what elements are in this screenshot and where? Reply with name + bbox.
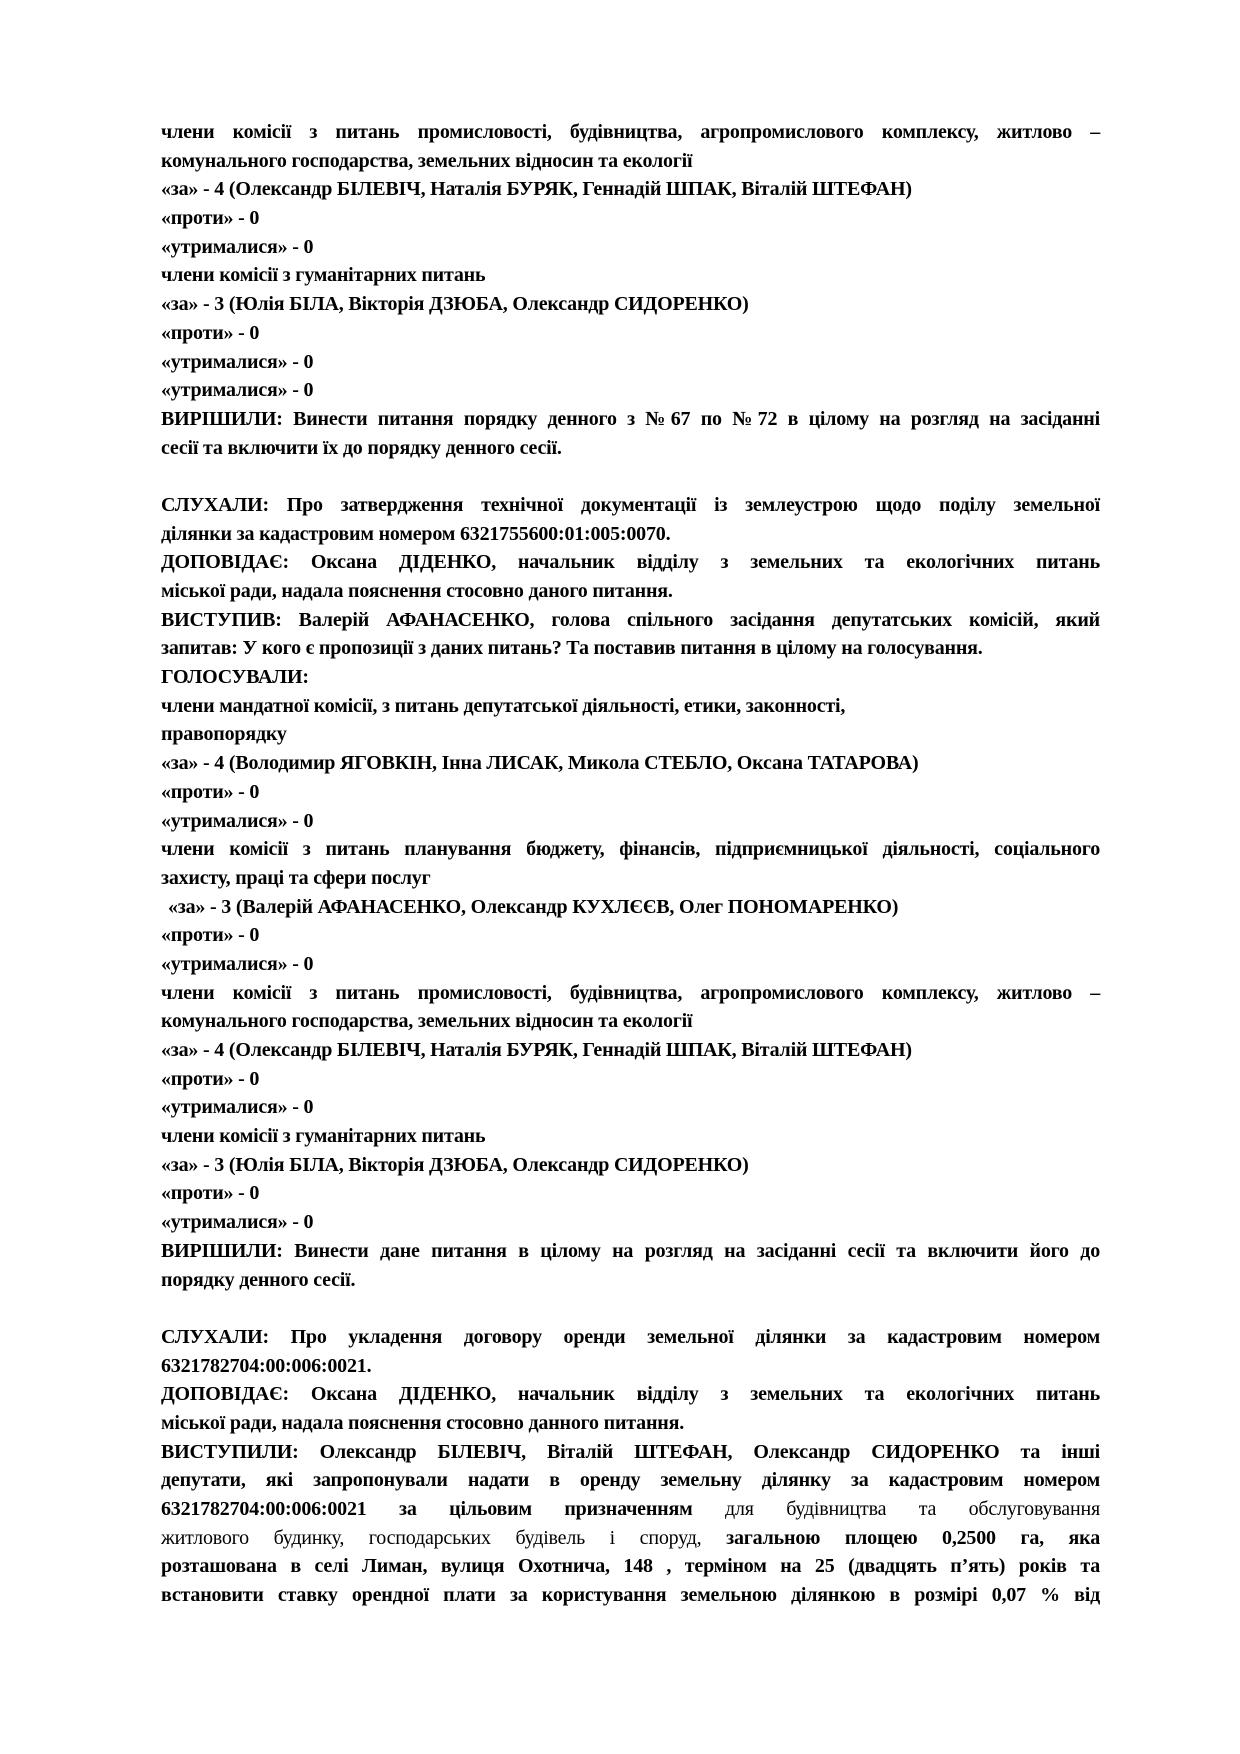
text-run-bold: 6321782704:00:006:0021 за цільовим призначенням (161, 1498, 725, 1520)
text-run-bold: «за» - 4 (Олександр БІЛЕВІЧ, Наталія БУРЯК, Геннадій ШПАК, Віталій ШТЕФАН) (161, 178, 912, 201)
text-run-bold: комунального господарства, земельних відносин та екології (161, 1010, 693, 1033)
text-run-bold: «проти» - 0 (161, 321, 260, 344)
text-line (161, 175, 1100, 204)
text-line (161, 1237, 1100, 1266)
text-line (161, 290, 1100, 319)
text-run-bold: «утрималися» - 0 (161, 350, 314, 373)
text-run-regular: житлового будинку, господарських будівель і споруд, (161, 1526, 727, 1549)
text-line (161, 634, 1100, 663)
text-run-bold: «за» - 3 (Юлія БІЛА, Вікторія ДЗЮБА, Олександр СИДОРЕНКО) (161, 1153, 749, 1176)
text-line (161, 1266, 1100, 1295)
text-run-bold: СЛУХАЛИ: Про затвердження технічної документації із землеустрою щодо поділу земельної (161, 493, 1100, 516)
text-run-bold: «за» - 3 (Юлія БІЛА, Вікторія ДЗЮБА, Олександр СИДОРЕНКО) (161, 293, 749, 316)
text-run-bold: «проти» - 0 (161, 780, 260, 803)
text-run-bold: загальною площею 0,2500 га, яка (726, 1526, 1100, 1549)
text-line (161, 1065, 1100, 1094)
text-line (161, 921, 1100, 950)
text-run-bold: СЛУХАЛИ: Про укладення договору оренди земельної ділянки за кадастровим номером (161, 1325, 1100, 1348)
text-run-bold: «утрималися» - 0 (161, 1096, 314, 1119)
text-run-bold: захисту, праці та сфери послуг (161, 866, 431, 889)
text-line (161, 663, 1100, 692)
text-run-bold: ВИРІШИЛИ: Винести дане питання в цілому на розгляд на засіданні сесії та включити його до (161, 1239, 1100, 1262)
text-line (161, 520, 1100, 549)
text-line (161, 1438, 1100, 1467)
text-run-bold: порядку денного сесії. (161, 1268, 356, 1291)
document-body (161, 118, 1100, 1610)
text-line (161, 1036, 1100, 1065)
text-line (161, 1208, 1100, 1237)
text-run-bold: «проти» - 0 (161, 1067, 260, 1090)
text-line (161, 405, 1100, 434)
text-run-bold: «утрималися» - 0 (161, 809, 314, 832)
text-run-bold: комунального господарства, земельних відносин та екології (161, 149, 693, 172)
text-run-bold: «за» - 4 (Олександр БІЛЕВІЧ, Наталія БУРЯК, Геннадій ШПАК, Віталій ШТЕФАН) (161, 1039, 912, 1061)
text-run-bold: «за» - 4 (Володимир ЯГОВКІН, Інна ЛИСАК, Микола СТЕБЛО, Оксана ТАТАРОВА) (161, 752, 919, 775)
text-line (161, 893, 1100, 922)
text-run-bold: правопорядку (161, 723, 287, 746)
text-line (161, 950, 1100, 979)
text-line (161, 319, 1100, 348)
text-run-bold: ВИСТУПИВ: Валерій АФАНАСЕНКО, голова спільного засідання депутатських комісій, який (161, 608, 1100, 631)
blank-line (161, 1294, 1100, 1323)
text-line (161, 807, 1100, 836)
text-line (161, 491, 1100, 520)
text-run-bold: «утрималися» - 0 (161, 1211, 314, 1234)
text-run-bold: запитав: У кого є пропозиції з даних питань? Та поставив питання в цілому на голосування. (161, 637, 983, 660)
text-run-bold: розташована в селі Лиман, вулиця Охотнича, 148 , терміном на 25 (двадцять п’ять) років та (161, 1555, 1100, 1578)
text-line (161, 1409, 1100, 1438)
text-run-bold: 6321782704:00:006:0021. (161, 1354, 372, 1377)
text-line (161, 204, 1100, 233)
text-run-bold: ДОПОВІДАЄ: Оксана ДІДЕНКО, начальник відділу з земельних та екологічних питань (161, 551, 1100, 574)
text-line (161, 1552, 1100, 1581)
text-run-bold: члени комісії з гуманітарних питань (161, 264, 486, 287)
text-line (161, 835, 1100, 864)
text-run-bold: ділянки за кадастровим номером 6321755600:01:005:0070. (161, 522, 671, 545)
text-run-bold: ВИСТУПИЛИ: Олександр БІЛЕВІЧ, Віталій ШТЕФАН, Олександр СИДОРЕНКО та інші (161, 1440, 1100, 1463)
text-line (161, 1151, 1100, 1180)
text-line (161, 233, 1100, 262)
text-line (161, 1524, 1100, 1553)
blank-line (161, 462, 1100, 491)
text-run-bold: встановити ставку орендної плати за користування земельною ділянкою в розмірі 0,07 % від (161, 1584, 1100, 1607)
text-line (161, 1323, 1100, 1352)
text-line (161, 434, 1100, 463)
text-run-bold: ГОЛОСУВАЛИ: (161, 666, 309, 689)
text-line (161, 979, 1100, 1008)
text-line (161, 348, 1100, 377)
text-run-bold: члени комісії з питань промисловості, будівництва, агропромислового комплексу, житлово – (161, 121, 1100, 143)
text-line (161, 720, 1100, 749)
text-run-bold: міської ради, надала пояснення стосовно даного питання. (161, 580, 673, 602)
text-run-bold: «утрималися» - 0 (161, 952, 314, 975)
text-run-bold: члени мандатної комісії, з питань депутатської діяльності, етики, законності, (161, 694, 846, 717)
text-line (161, 1380, 1100, 1409)
text-run-bold: «утрималися» - 0 (161, 235, 314, 258)
text-line (161, 577, 1100, 606)
text-run-bold: «утрималися» - 0 (161, 379, 314, 402)
text-line (161, 1179, 1100, 1208)
text-line (161, 864, 1100, 893)
text-run-bold: «проти» - 0 (161, 207, 260, 230)
text-run-bold: депутати, які запропонували надати в оренду земельну ділянку за кадастровим номером (161, 1469, 1100, 1492)
text-line (161, 1466, 1100, 1495)
text-run-bold: сесії та включити їх до порядку денного сесії. (161, 436, 562, 459)
text-line (161, 261, 1100, 290)
text-line (161, 1581, 1100, 1610)
text-run-bold: ВИРІШИЛИ: Винести питання порядку денного з №67 по №72 в цілому на розгляд на засіданні (161, 407, 1100, 430)
text-line (161, 1122, 1100, 1151)
text-line (161, 778, 1100, 807)
text-run-bold: «проти» - 0 (161, 924, 260, 947)
text-run-bold: члени комісії з гуманітарних питань (161, 1125, 486, 1148)
text-line (161, 692, 1100, 721)
text-line (161, 1007, 1100, 1036)
text-run-bold: «проти» - 0 (161, 1182, 260, 1205)
text-line (161, 1352, 1100, 1381)
text-run-bold: члени комісії з питань промисловості, будівництва, агропромислового комплексу, житлово – (161, 981, 1100, 1004)
text-run-bold: ДОПОВІДАЄ: Оксана ДІДЕНКО, начальник відділу з земельних та екологічних питань (161, 1383, 1100, 1406)
text-line (161, 548, 1100, 577)
text-run-bold: міської ради, надала пояснення стосовно данного питання. (161, 1411, 685, 1434)
text-line (161, 749, 1100, 778)
text-line (161, 118, 1100, 147)
text-line (161, 1495, 1100, 1524)
text-line (161, 606, 1100, 635)
text-line (161, 376, 1100, 405)
text-run-regular: для будівництва та обслуговування (724, 1498, 1100, 1520)
text-line (161, 1093, 1100, 1122)
text-line (161, 147, 1100, 176)
text-run-bold: «за» - 3 (Валерій АФАНАСЕНКО, Олександр КУХЛЄЄВ, Олег ПОНОМАРЕНКО) (168, 895, 899, 918)
text-run-bold: члени комісії з питань планування бюджету, фінансів, підприємницької діяльності, соціального (161, 838, 1100, 861)
